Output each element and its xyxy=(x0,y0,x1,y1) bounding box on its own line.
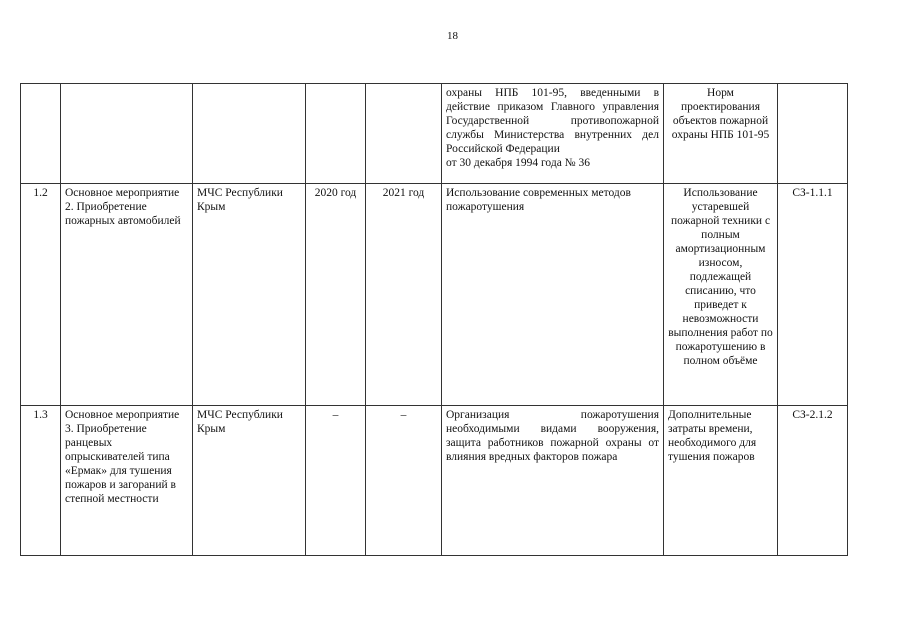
table-row xyxy=(21,184,848,406)
measure-cell xyxy=(61,84,193,184)
measures-table xyxy=(20,83,848,556)
table-row xyxy=(21,406,848,556)
executor-cell: МЧС Республики Крым xyxy=(193,406,306,556)
indicator-cell xyxy=(778,84,848,184)
executor-cell: МЧС Республики Крым xyxy=(193,184,306,406)
start-cell xyxy=(306,84,366,184)
measure-cell: Основное мероприятие 2. Приобретение пожарных автомобилей xyxy=(61,184,193,406)
consequence-cell: Норм проектирования объектов пожарной охраны НПБ 101-95 xyxy=(664,84,778,184)
indicator-cell: СЗ-1.1.1 xyxy=(778,184,848,406)
measure-cell: Основное мероприятие 3. Приобретение ранцевых опрыскивателей типа «Ермак» для тушения пожаров и загораний в степной местности xyxy=(61,406,193,556)
result-cell xyxy=(442,84,664,184)
result-tail: от 30 декабря 1994 года № 36 xyxy=(446,157,591,169)
indicator-cell: СЗ-2.1.2 xyxy=(778,406,848,556)
table-row xyxy=(21,84,848,184)
start-cell: 2020 год xyxy=(306,184,366,406)
start-cell: – xyxy=(306,406,366,556)
consequence-cell: Использование устаревшей пожарной техники с полным амортизационным износом, подлежащей списанию, что приведет к невозможности выполнения работ по пожаротушению в полном объёме xyxy=(664,184,778,406)
end-cell: 2021 год xyxy=(366,184,442,406)
end-cell xyxy=(366,84,442,184)
result-cell: Использование современных методов пожаротушения xyxy=(442,184,664,406)
row-number: 1.3 xyxy=(21,406,61,556)
result-text: охраны НПБ 101-95, введенными в действие приказом Главного управления Государственной противопожарной службы Министерства внутренних дел Российской Федерации xyxy=(446,87,659,155)
end-cell: – xyxy=(366,406,442,556)
page-number: 18 xyxy=(447,30,458,42)
row-number xyxy=(21,84,61,184)
consequence-cell: Дополнительные затраты времени, необходимого для тушения пожаров xyxy=(664,406,778,556)
result-cell: Организация пожаротушения необходимыми видами вооружения, защита работников пожарной охраны от влияния вредных факторов пожара xyxy=(442,406,664,556)
executor-cell xyxy=(193,84,306,184)
row-number: 1.2 xyxy=(21,184,61,406)
